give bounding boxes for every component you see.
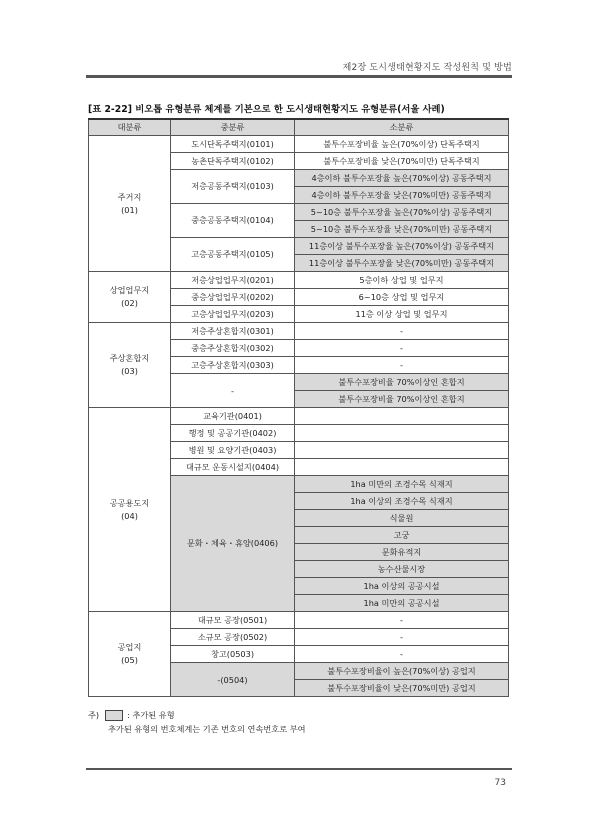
sub-cell: - — [295, 357, 509, 374]
sub-cell: 6~10층 상업 및 업무지 — [295, 289, 509, 306]
table-footnote — [88, 708, 306, 736]
classification-table — [88, 118, 509, 697]
table-caption: [표 2-22] 비오톱 유형분류 체계를 기본으로 한 도시생태현황지도 유형분류(서울 사례) — [88, 104, 445, 115]
sub-cell: 불투수포장비율 낮은(70%미만) 단독주택지 — [295, 153, 509, 170]
sub-cell-empty — [295, 442, 509, 459]
mid-cell: - — [171, 374, 295, 408]
group-residential: 주거지 (01) — [89, 136, 171, 272]
sub-cell: - — [295, 612, 509, 629]
sub-cell-added: 1ha 미만의 조경수목 식재지 — [295, 476, 509, 493]
table-row — [89, 612, 509, 629]
sub-cell: - — [295, 340, 509, 357]
note-line2: 추가된 유형의 번호체계는 기존 번호의 연속번호로 부여 — [108, 724, 306, 734]
sub-cell: - — [295, 323, 509, 340]
group-industrial: 공업지 (05) — [89, 612, 171, 697]
sub-cell: - — [295, 629, 509, 646]
mid-cell: 고층공동주택지(0105) — [171, 238, 295, 272]
mid-cell: 농촌단독주택지(0102) — [171, 153, 295, 170]
mid-cell: 중층주상혼합지(0302) — [171, 340, 295, 357]
sub-cell: 5층이하 상업 및 업무지 — [295, 272, 509, 289]
mid-cell: 고층주상혼합지(0303) — [171, 357, 295, 374]
mid-cell: 대규모 공장(0501) — [171, 612, 295, 629]
sub-cell-added: 5~10층 불투수포장율 높은(70%이상) 공동주택지 — [295, 204, 509, 221]
mid-cell: 창고(0503) — [171, 646, 295, 663]
sub-cell-empty — [295, 408, 509, 425]
top-rule — [86, 75, 512, 78]
col-header-mid: 중분류 — [171, 119, 295, 136]
sub-cell-added: 식물원 — [295, 510, 509, 527]
mid-cell: 저층상업업무지(0201) — [171, 272, 295, 289]
sub-cell-added: 불투수포장비율이 낮은(70%미만) 공업지 — [295, 680, 509, 697]
sub-cell: 11층 이상 상업 및 업무지 — [295, 306, 509, 323]
mid-cell: 중층공동주택지(0104) — [171, 204, 295, 238]
group-mixed: 주상혼합지 (03) — [89, 323, 171, 408]
sub-cell-added: 불투수포장비율 70%이상인 혼합지 — [295, 374, 509, 391]
group-commercial: 상업업무지 (02) — [89, 272, 171, 323]
added-type-swatch — [105, 710, 123, 721]
mid-cell: 중층상업업무지(0202) — [171, 289, 295, 306]
bottom-rule — [86, 768, 512, 770]
col-header-sub: 소분류 — [295, 119, 509, 136]
table-row — [89, 323, 509, 340]
sub-cell-added: 고궁 — [295, 527, 509, 544]
mid-cell: 병원 및 요양기관(0403) — [171, 442, 295, 459]
group-public: 공공용도지 (04) — [89, 408, 171, 612]
sub-cell-empty — [295, 459, 509, 476]
mid-cell: 소규모 공장(0502) — [171, 629, 295, 646]
mid-cell-added: -(0504) — [171, 663, 295, 697]
sub-cell: 불투수포장비율 높은(70%이상) 단독주택지 — [295, 136, 509, 153]
chapter-header: 제2장 도시생태현황지도 작성원칙 및 방법 — [342, 63, 512, 73]
sub-cell-added: 1ha 이상의 조경수목 식재지 — [295, 493, 509, 510]
sub-cell-added: 11층이상 불투수포장율 낮은(70%미만) 공동주택지 — [295, 255, 509, 272]
mid-cell: 대규모 운동시설지(0404) — [171, 459, 295, 476]
table-row — [89, 408, 509, 425]
sub-cell-added: 11층이상 불투수포장율 높은(70%이상) 공동주택지 — [295, 238, 509, 255]
sub-cell-added: 문화유적지 — [295, 544, 509, 561]
mid-cell: 도시단독주택지(0101) — [171, 136, 295, 153]
table-row — [89, 272, 509, 289]
sub-cell-added: 불투수포장비율 70%이상인 혼합지 — [295, 391, 509, 408]
mid-cell: 교육기관(0401) — [171, 408, 295, 425]
mid-cell: 저층공동주택지(0103) — [171, 170, 295, 204]
sub-cell-added: 불투수포장비율이 높은(70%이상) 공업지 — [295, 663, 509, 680]
sub-cell-added: 1ha 이상의 공공시설 — [295, 578, 509, 595]
note-prefix: 주) — [88, 710, 100, 720]
sub-cell-added: 4층이하 불투수포장율 낮은(70%미만) 공동주택지 — [295, 187, 509, 204]
table-row — [89, 136, 509, 153]
mid-cell-added: 문화・체육・휴양(0406) — [171, 476, 295, 612]
mid-cell: 저층주상혼합지(0301) — [171, 323, 295, 340]
sub-cell-added: 4층이하 불투수포장율 높은(70%이상) 공동주택지 — [295, 170, 509, 187]
table-header-row — [89, 119, 509, 136]
mid-cell: 고층상업업무지(0203) — [171, 306, 295, 323]
mid-cell: 행정 및 공공기관(0402) — [171, 425, 295, 442]
col-header-major: 대분류 — [89, 119, 171, 136]
sub-cell-added: 1ha 미만의 공공시설 — [295, 595, 509, 612]
sub-cell-added: 5~10층 불투수포장율 낮은(70%미만) 공동주택지 — [295, 221, 509, 238]
sub-cell-added: 농수산물시장 — [295, 561, 509, 578]
sub-cell-empty — [295, 425, 509, 442]
page-number: 73 — [494, 778, 506, 788]
note-legend: : 추가된 유형 — [127, 710, 175, 720]
sub-cell: - — [295, 646, 509, 663]
